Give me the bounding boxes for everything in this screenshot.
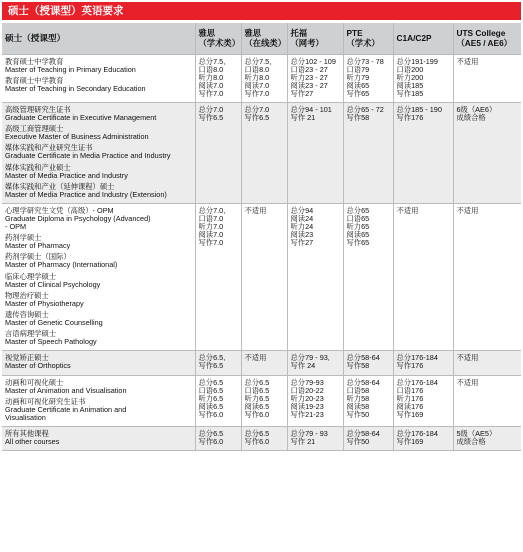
table-row bbox=[2, 375, 521, 426]
requirement-line: 写作65 bbox=[346, 238, 370, 248]
requirement-line: 听力176 bbox=[396, 393, 424, 403]
requirement-cell bbox=[453, 54, 521, 102]
course-name-zh: 教育硕士中学教育 bbox=[5, 56, 64, 66]
requirement-line: 写作7.0 bbox=[244, 88, 270, 98]
requirement-line: 阅读23 - 27 bbox=[290, 80, 328, 90]
requirement-line: 写作169 bbox=[396, 437, 424, 447]
requirement-line: 写作 21 bbox=[290, 113, 316, 123]
column-header-line: PTE bbox=[346, 28, 363, 39]
column-header-line: （在线类） bbox=[244, 38, 286, 49]
requirement-cell bbox=[195, 351, 241, 375]
course-name-en: Master of Pharmacy bbox=[5, 241, 71, 251]
course-item bbox=[5, 311, 192, 327]
requirement-cell bbox=[241, 203, 287, 350]
course-name-zh: 高级工商管理硕士 bbox=[5, 124, 64, 134]
requirement-line: 总分94 bbox=[290, 205, 314, 215]
course-name-en: Graduate Certificate in Media Practice and Industry bbox=[5, 151, 171, 161]
requirement-line: 写作21-23 bbox=[290, 409, 324, 419]
course-item bbox=[5, 144, 192, 160]
course-name-en: Graduate Certificate in Animation and bbox=[5, 404, 127, 414]
requirement-cell bbox=[195, 54, 241, 102]
course-name-zh: 心理学研究生文凭（高级）- OPM bbox=[5, 205, 114, 215]
requirement-cell bbox=[287, 54, 343, 102]
requirement-cell bbox=[241, 351, 287, 375]
course-item bbox=[5, 58, 192, 74]
course-name-zh: 媒体实践和产业研究生证书 bbox=[5, 143, 93, 153]
column-header bbox=[287, 23, 343, 54]
requirement-line: 总分7.0, bbox=[198, 205, 226, 215]
requirement-line: 写作27 bbox=[290, 238, 314, 248]
requirement-cell bbox=[453, 351, 521, 375]
column-header bbox=[343, 23, 393, 54]
course-cell bbox=[2, 54, 195, 102]
course-name-zh: 媒体实践和产业硕士 bbox=[5, 162, 71, 172]
requirement-cell bbox=[453, 375, 521, 426]
requirement-cell bbox=[393, 426, 453, 450]
requirement-line: 总分79-93 bbox=[290, 377, 324, 387]
requirement-cell bbox=[241, 102, 287, 203]
column-header bbox=[241, 23, 287, 54]
requirement-line: 听力24 bbox=[290, 222, 314, 232]
course-name-zh: 动画和可视化研究生证书 bbox=[5, 396, 86, 406]
requirement-line: 写作6.5 bbox=[244, 113, 270, 123]
requirement-line: 口语8.0 bbox=[244, 64, 270, 74]
requirement-line: 总分6.5 bbox=[244, 377, 270, 387]
course-name-zh: 媒体实践和产业（延伸课程）硕士 bbox=[5, 181, 115, 191]
course-name-en: Master of Media Practice and Industry (Extension) bbox=[5, 189, 167, 199]
requirement-line: 总分65 bbox=[346, 205, 370, 215]
requirement-cell bbox=[453, 426, 521, 450]
requirement-line: 口语20-22 bbox=[290, 385, 324, 395]
requirement-line: 口语23 - 27 bbox=[290, 64, 328, 74]
requirement-line: 写作6.0 bbox=[244, 409, 270, 419]
course-name-en: Master of Teaching in Secondary Education bbox=[5, 83, 146, 93]
requirement-line: 听力200 bbox=[396, 72, 424, 82]
requirement-line: 写作6.5 bbox=[198, 113, 224, 123]
requirement-line: 写作169 bbox=[396, 409, 424, 419]
column-header bbox=[393, 23, 453, 54]
course-name-zh: 药剂学硕士（国际） bbox=[5, 252, 71, 262]
course-name-zh: 高级管理研究生证书 bbox=[5, 104, 71, 114]
requirement-line: 写作58 bbox=[346, 361, 370, 371]
requirement-line: 总分6.5, bbox=[198, 353, 226, 363]
course-item bbox=[5, 164, 192, 180]
course-name-en: Master of Animation and Visualisation bbox=[5, 385, 127, 395]
requirement-line: 不适用 bbox=[456, 56, 479, 66]
course-item bbox=[5, 330, 192, 346]
requirement-line: 总分7.5, bbox=[244, 56, 272, 66]
requirement-line: 总分6.5 bbox=[198, 428, 224, 438]
requirement-line: 总分176-184 bbox=[396, 353, 438, 363]
requirement-line: 总分58-64 bbox=[346, 377, 380, 387]
requirement-line: 口语200 bbox=[396, 64, 424, 74]
requirement-line: 口语58 bbox=[346, 385, 370, 395]
requirement-line: 总分191-199 bbox=[396, 56, 438, 66]
requirement-cell bbox=[343, 102, 393, 203]
requirement-cell bbox=[241, 426, 287, 450]
requirement-line: 5级（AE5） bbox=[456, 428, 497, 438]
requirement-line: 口语7.0 bbox=[198, 214, 224, 223]
course-name-zh: 言语病理学硕士 bbox=[5, 329, 57, 339]
course-item bbox=[5, 253, 192, 269]
requirement-line: 总分79 - 93 bbox=[290, 428, 328, 438]
course-item bbox=[5, 106, 192, 122]
course-name-zh: 物理治疗硕士 bbox=[5, 290, 49, 300]
requirement-cell bbox=[393, 351, 453, 375]
requirement-cell bbox=[287, 351, 343, 375]
requirement-cell bbox=[195, 102, 241, 203]
requirement-line: 阅读19-23 bbox=[290, 401, 324, 411]
requirement-line: 总分73 - 78 bbox=[346, 56, 384, 66]
course-item bbox=[5, 354, 192, 370]
table-row bbox=[2, 54, 521, 102]
requirement-cell bbox=[393, 203, 453, 350]
requirement-line: 听力23 - 27 bbox=[290, 72, 328, 82]
requirement-line: 写作6.0 bbox=[198, 409, 224, 419]
requirement-line: 写作6.5 bbox=[198, 361, 224, 371]
course-item bbox=[5, 292, 192, 308]
requirement-line: 阅读24 bbox=[290, 214, 314, 223]
course-item bbox=[5, 77, 192, 93]
requirement-cell bbox=[393, 54, 453, 102]
course-item bbox=[5, 273, 192, 289]
requirement-cell bbox=[343, 426, 393, 450]
requirement-line: 口语8.0 bbox=[198, 64, 224, 74]
requirement-line: 不适用 bbox=[456, 377, 479, 387]
requirement-line: 口语6.5 bbox=[198, 385, 224, 395]
requirement-line: 听力20-23 bbox=[290, 393, 324, 403]
requirement-line: 口语79 bbox=[346, 64, 370, 74]
course-name-en: Master of Orthoptics bbox=[5, 361, 71, 371]
requirement-line: 不适用 bbox=[456, 205, 479, 215]
course-cell bbox=[2, 351, 195, 375]
column-header bbox=[2, 23, 195, 54]
requirement-line: 总分176-184 bbox=[396, 428, 438, 438]
column-header-line: 雅思 bbox=[198, 28, 216, 39]
requirement-line: 总分58-64 bbox=[346, 428, 380, 438]
requirement-cell bbox=[195, 375, 241, 426]
requirement-line: 写作6.0 bbox=[198, 437, 224, 447]
requirement-line: 写作176 bbox=[396, 113, 424, 123]
requirement-line: 阅读23 bbox=[290, 230, 314, 240]
requirement-line: 写作50 bbox=[346, 409, 370, 419]
requirement-line: 不适用 bbox=[244, 205, 267, 215]
course-item bbox=[5, 398, 192, 422]
requirement-cell bbox=[453, 203, 521, 350]
course-name-en: Executive Master of Business Administration bbox=[5, 132, 149, 142]
course-name-en: All other courses bbox=[5, 437, 60, 447]
requirement-line: 阅读185 bbox=[396, 80, 424, 90]
column-header-line: （学术） bbox=[346, 38, 380, 49]
requirement-cell bbox=[393, 375, 453, 426]
course-name-zh: 临床心理学硕士 bbox=[5, 271, 57, 281]
requirement-line: 阅读65 bbox=[346, 80, 370, 90]
course-item bbox=[5, 430, 192, 446]
table-header bbox=[2, 23, 521, 54]
course-cell bbox=[2, 102, 195, 203]
requirement-line: 6级（AE6） bbox=[456, 104, 497, 114]
course-item bbox=[5, 234, 192, 250]
table-body bbox=[2, 54, 521, 451]
requirement-cell bbox=[195, 203, 241, 350]
requirement-line: 不适用 bbox=[396, 205, 419, 215]
requirement-cell bbox=[287, 375, 343, 426]
course-name-en: Master of Speech Pathology bbox=[5, 337, 97, 347]
course-name-en: Master of Pharmacy (International) bbox=[5, 260, 118, 270]
requirement-line: 阅读6.5 bbox=[198, 401, 224, 411]
course-name-zh: 视觉矫正硕士 bbox=[5, 353, 49, 363]
page-title: 硕士（授课型）英语要求 bbox=[2, 2, 521, 20]
requirement-cell bbox=[453, 102, 521, 203]
requirement-line: 阅读7.0 bbox=[198, 230, 224, 240]
requirement-cell bbox=[195, 426, 241, 450]
requirement-line: 不适用 bbox=[456, 353, 479, 363]
requirement-line: 阅读65 bbox=[346, 230, 370, 240]
course-item bbox=[5, 379, 192, 395]
column-header bbox=[195, 23, 241, 54]
column-header-line: 硕士（授课型） bbox=[5, 33, 66, 44]
course-cell bbox=[2, 203, 195, 350]
course-item bbox=[5, 125, 192, 141]
course-item bbox=[5, 183, 192, 199]
course-name-en: Master of Media Practice and Industry bbox=[5, 170, 128, 180]
column-header bbox=[453, 23, 521, 54]
course-name-en: Graduate Diploma in Psychology (Advanced) bbox=[5, 214, 151, 223]
requirement-cell bbox=[241, 375, 287, 426]
requirement-line: 听力6.5 bbox=[198, 393, 224, 403]
column-header-line: （学术类） bbox=[198, 38, 240, 49]
requirement-line: 听力58 bbox=[346, 393, 370, 403]
course-name-en: Visualisation bbox=[5, 412, 46, 422]
requirement-line: 写作7.0 bbox=[198, 88, 224, 98]
course-name-en: Master of Physiotherapy bbox=[5, 298, 84, 308]
column-header-line: （网考） bbox=[290, 38, 324, 49]
requirement-line: 不适用 bbox=[244, 353, 267, 363]
requirement-line: 总分102 - 109 bbox=[290, 56, 336, 66]
requirement-line: 成绩合格 bbox=[456, 113, 486, 123]
requirement-line: 总分94 - 101 bbox=[290, 104, 332, 114]
requirement-line: 写作 21 bbox=[290, 437, 316, 447]
requirement-line: 阅读7.0 bbox=[244, 80, 270, 90]
requirement-line: 总分58-64 bbox=[346, 353, 380, 363]
requirement-line: 总分185 - 190 bbox=[396, 104, 442, 114]
course-name-en: - OPM bbox=[5, 222, 27, 232]
column-header-line: C1A/C2P bbox=[396, 33, 432, 44]
requirement-line: 总分79 - 93, bbox=[290, 353, 330, 363]
requirement-cell bbox=[343, 54, 393, 102]
requirement-cell bbox=[343, 203, 393, 350]
requirement-line: 口语65 bbox=[346, 214, 370, 223]
course-cell bbox=[2, 375, 195, 426]
requirement-line: 听力79 bbox=[346, 72, 370, 82]
requirement-line: 总分7.0 bbox=[244, 104, 270, 114]
course-name-zh: 遗传咨询硕士 bbox=[5, 309, 49, 319]
column-header-line: 托福 bbox=[290, 28, 308, 39]
requirement-line: 口语176 bbox=[396, 385, 424, 395]
requirement-line: 听力6.5 bbox=[244, 393, 270, 403]
table-row bbox=[2, 351, 521, 375]
requirement-cell bbox=[287, 426, 343, 450]
course-name-zh: 药剂学硕士 bbox=[5, 233, 42, 243]
requirement-line: 总分176-184 bbox=[396, 377, 438, 387]
course-name-en: Master of Clinical Psychology bbox=[5, 279, 101, 289]
english-requirements-table bbox=[2, 23, 521, 451]
requirement-line: 听力65 bbox=[346, 222, 370, 232]
requirement-line: 写作65 bbox=[346, 88, 370, 98]
course-name-zh: 动画和可视化硕士 bbox=[5, 377, 64, 387]
course-name-en: Master of Genetic Counselling bbox=[5, 318, 103, 328]
table-row bbox=[2, 203, 521, 350]
requirement-cell bbox=[393, 102, 453, 203]
course-name-en: Master of Teaching in Primary Education bbox=[5, 64, 136, 74]
requirement-line: 写作7.0 bbox=[198, 238, 224, 248]
requirement-line: 写作50 bbox=[346, 437, 370, 447]
course-item bbox=[5, 207, 192, 231]
requirement-line: 总分6.5 bbox=[244, 428, 270, 438]
table-row bbox=[2, 426, 521, 450]
requirement-line: 成绩合格 bbox=[456, 437, 486, 447]
requirement-line: 总分7.5, bbox=[198, 56, 226, 66]
requirement-line: 阅读7.0 bbox=[198, 80, 224, 90]
requirement-line: 写作6.0 bbox=[244, 437, 270, 447]
requirement-line: 总分7.0 bbox=[198, 104, 224, 114]
requirement-line: 总分65 - 72 bbox=[346, 104, 384, 114]
course-name-en: Graduate Certificate in Executive Management bbox=[5, 113, 157, 123]
requirement-cell bbox=[287, 102, 343, 203]
header-row bbox=[2, 23, 521, 54]
requirement-line: 阅读176 bbox=[396, 401, 424, 411]
table-row bbox=[2, 102, 521, 203]
course-name-zh: 教育硕士中学教育 bbox=[5, 75, 64, 85]
course-name-zh: 所有其他课程 bbox=[5, 428, 49, 438]
requirement-line: 写作185 bbox=[396, 88, 424, 98]
requirement-line: 写作27 bbox=[290, 88, 314, 98]
requirement-line: 阅读58 bbox=[346, 401, 370, 411]
column-header-line: （AE5 / AE6） bbox=[456, 38, 512, 49]
requirement-line: 总分6.5 bbox=[198, 377, 224, 387]
requirement-cell bbox=[343, 375, 393, 426]
requirement-cell bbox=[343, 351, 393, 375]
requirement-cell bbox=[241, 54, 287, 102]
requirement-line: 听力8.0 bbox=[244, 72, 270, 82]
requirement-line: 听力7.0 bbox=[198, 222, 224, 232]
course-cell bbox=[2, 426, 195, 450]
requirement-line: 听力8.0 bbox=[198, 72, 224, 82]
column-header-line: 雅思 bbox=[244, 28, 262, 39]
requirement-line: 写作176 bbox=[396, 361, 424, 371]
column-header-line: UTS College bbox=[456, 28, 506, 39]
requirement-line: 写作58 bbox=[346, 113, 370, 123]
requirement-line: 口语6.5 bbox=[244, 385, 270, 395]
requirement-line: 写作 24 bbox=[290, 361, 316, 371]
requirement-cell bbox=[287, 203, 343, 350]
requirement-line: 阅读6.5 bbox=[244, 401, 270, 411]
